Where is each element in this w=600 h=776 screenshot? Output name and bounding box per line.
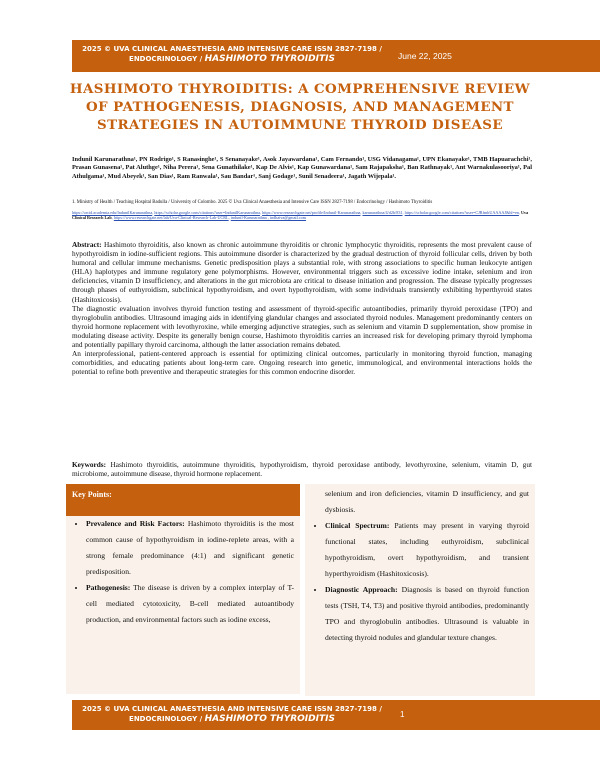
key-point-label: Pathogenesis: [86,583,131,592]
keywords-text: Hashimoto thyroiditis, autoimmune thyroiditis, hypothyroidism, thyroid peroxidase antibody, levothyroxine, selenium, vitamin D, gut microbiome, autoimmune disease, thyroid hormone replacement. [72,460,532,479]
author-links: https://orcid.academia.edu/IndunilKarunarathna, https://scholar.google.com/citations?user=IndunilKarunarathna, https://www.researchgate.net/profile/Indunil-Karunarathna, karunarathna/4/d2b/831, https://scholar.google.com/citations?user=CJRfmhUAAAAJ&hl=en, Uva Clinical Research Lab, https://www.researchgate.net/lab/Uva-Clinical-Research-Lab-UCRL, indunil-Karunarathna , indhaiva@gmail.com [72,210,529,221]
key-point-pathogenesis [86,580,294,628]
key-point-label: Prevalence and Risk Factors: [86,519,185,528]
footer-line-1: 2025 © UVA CLINICAL ANAESTHESIA AND INTENSIVE CARE ISSN 2827-7198 / [82,705,382,713]
key-points-right-column [305,484,535,696]
footer-section: ENDOCRINOLOGY / [129,715,203,723]
abstract-text-1: Hashimoto thyroiditis, also known as chronic autoimmune thyroiditis or chronic lymphocytic thyroiditis, represents the most prevalent cause of hypothyroidism in iodine-sufficient regions. This autoimmune disorder is characterized by the gradual destruction of thyroid follicular cells, driven by both humoral and cellular immune mechanisms. Genetic predisposition plays a substantial role, with strong associations to specific human leukocyte antigen (HLA) haplotypes and immune regulatory gene polymorphisms. However, environmental triggers such as excessive iodine intake, selenium and iron deficiencies, vitamin D insufficiency, and alterations in the gut microbiota are critical to disease initiation and progression. The disease typically progresses through phases of euthyroidism, subclinical hypothyroidism, and overt hypothyroidism, with some individuals transiently exhibiting hyperthyroid states (Hashitoxicosis). [72,240,532,304]
article-title: HASHIMOTO THYROIDITIS: A COMPREHENSIVE REVIEW OF PATHOGENESIS, DIAGNOSIS, AND MANAGEMENT STRATEGIES IN AUTOIMMUNE THYROID DISEASE [69,81,531,133]
link-linkedin[interactable]: karunarathna/4/d2b/831 [362,210,403,215]
key-point-text: The disease is driven by a complex interplay of T-cell mediated cytotoxicity, B-cell mediated autoantibody production, and environmental factors such as iodine excess, [86,583,295,624]
key-point-text: Diagnosis is based on thyroid function tests (TSH, T4, T3) and positive thyroid antibodies, predominantly TPO and thyroglobulin antibodies. Ultrasound is valuable in detecting thyroid nodules and glandular texture changes. [325,585,530,642]
footer-topic: HASHIMOTO THYROIDITIS [204,714,335,724]
abstract-para-2: The diagnostic evaluation involves thyroid function testing and assessment of thyroid-specific autoantibodies, primarily thyroid peroxidase (TPO) and thyroglobulin antibodies. Ultrasound imaging aids in identifying glandular changes and associated thyroid nodules. Management predominantly centers on thyroid hormone replacement with levothyroxine, while emerging adjunctive strategies, such as selenium and vitamin D supplementation, show promise in modulating disease activity. Despite its generally benign course, Hashimoto thyroiditis carries an increased risk for developing primary thyroid lymphoma and potentially papillary thyroid carcinoma, although the latter association remains debated. [72,303,532,350]
page-number: 1 [392,700,600,730]
key-point-label: Diagnostic Approach: [325,585,398,594]
journal-line-1: 2025 © UVA CLINICAL ANAESTHESIA AND INTENSIVE CARE ISSN 2827-7198 / [82,45,382,53]
abstract-para-1 [72,240,532,304]
key-points-heading: Key Points: [66,484,300,516]
keywords [72,460,532,478]
journal-banner [72,40,392,72]
affiliation: 1. Ministry of Health / Teaching Hospital Badulla / University of Colombo. 2025 © Uva Clinical Anaesthesia and Intensive Care ISSN 2827-7198 / Endocrinology / Hashimoto Thyroiditis [72,200,433,205]
publication-date: June 22, 2025 [392,40,600,72]
link-lab[interactable]: https://www.researchgate.net/lab/Uva-Clinical-Research-Lab-UCRL [113,215,229,221]
link-scholar[interactable]: https://scholar.google.com/citations?user=IndunilKarunarathna [154,210,260,215]
abstract-label: Abstract: [72,240,102,249]
link-scholar-2[interactable]: https://scholar.google.com/citations?user=CJRfmhUAAAAJ&hl=en [404,210,519,215]
link-email[interactable]: indunil-Karunarathna , indhaiva@gmail.com [230,215,307,221]
key-point-pathogenesis-cont: selenium and iron deficiencies, vitamin D insufficiency, and gut dysbiosis. [325,489,529,514]
journal-section: ENDOCRINOLOGY / [129,55,203,63]
journal-topic: HASHIMOTO THYROIDITIS [204,54,335,64]
lab-name: Uva Clinical Research Lab [72,210,529,221]
key-point-text: Patients may present in varying thyroid functional states, including euthyroidism, subclinical hypothyroidism, overt hypothyroidism, and transient hyperthyroidism (Hashitoxicosis). [325,521,529,578]
page-footer [72,700,392,730]
key-point-label: Clinical Spectrum: [325,521,390,530]
link-researchgate[interactable]: https://www.researchgate.net/profile/Indunil-Karunarathna [262,210,361,215]
key-point-text: Hashimoto thyroiditis is the most common cause of hypothyroidism in iodine-replete areas, with a strong female predominance (4:1) and significant genetic predisposition. [86,519,294,576]
abstract-para-3: An interprofessional, patient-centered approach is essential for optimizing clinical outcomes, particularly in monitoring thyroid function, managing comorbidities, and educating patients about long-term care. Ongoing research into genetic, immunological, and environmental interactions holds the potential to refine both preventive and therapeutic strategies for this common endocrine disorder. [72,349,532,377]
key-points-left-column [66,516,300,694]
footer-line-2 [72,714,392,724]
key-point-clinical-spectrum [325,518,529,582]
link-academia[interactable]: https://orcid.academia.edu/IndunilKarunarathna [72,210,153,215]
author-list: Indunil Karunarathna¹, PN Rodrigo¹, S Ranasinghe¹, S Senanayake¹, Asok Jayawardana¹, Cam Fernando¹, USG Vidanagama¹, UPN Ekanayake¹, TMB Hapuarachchi¹, Prasan Gunasena¹, Pat Aluthge¹, Niha Perera¹, Sena Gunathilake¹, Kap De Alvis¹, Kap Gunawardana¹, Sam Rajapaksha¹, Ban Rathnayak¹, Ant Warnakulasooriya¹, Pal Athulgama¹, Mud Abeyek¹, San Dias¹, Ram Ranwala¹, Sau Bandar¹, Sanj Godage¹, Sunil Senadeera¹, Jagath Wijepala¹. [72,156,532,180]
keywords-label: Keywords: [72,460,107,469]
key-point-diagnostic-approach [325,582,529,646]
key-point-prevalence [86,516,294,580]
journal-line-2 [72,54,392,64]
abstract [72,240,532,376]
page-header [0,40,600,72]
